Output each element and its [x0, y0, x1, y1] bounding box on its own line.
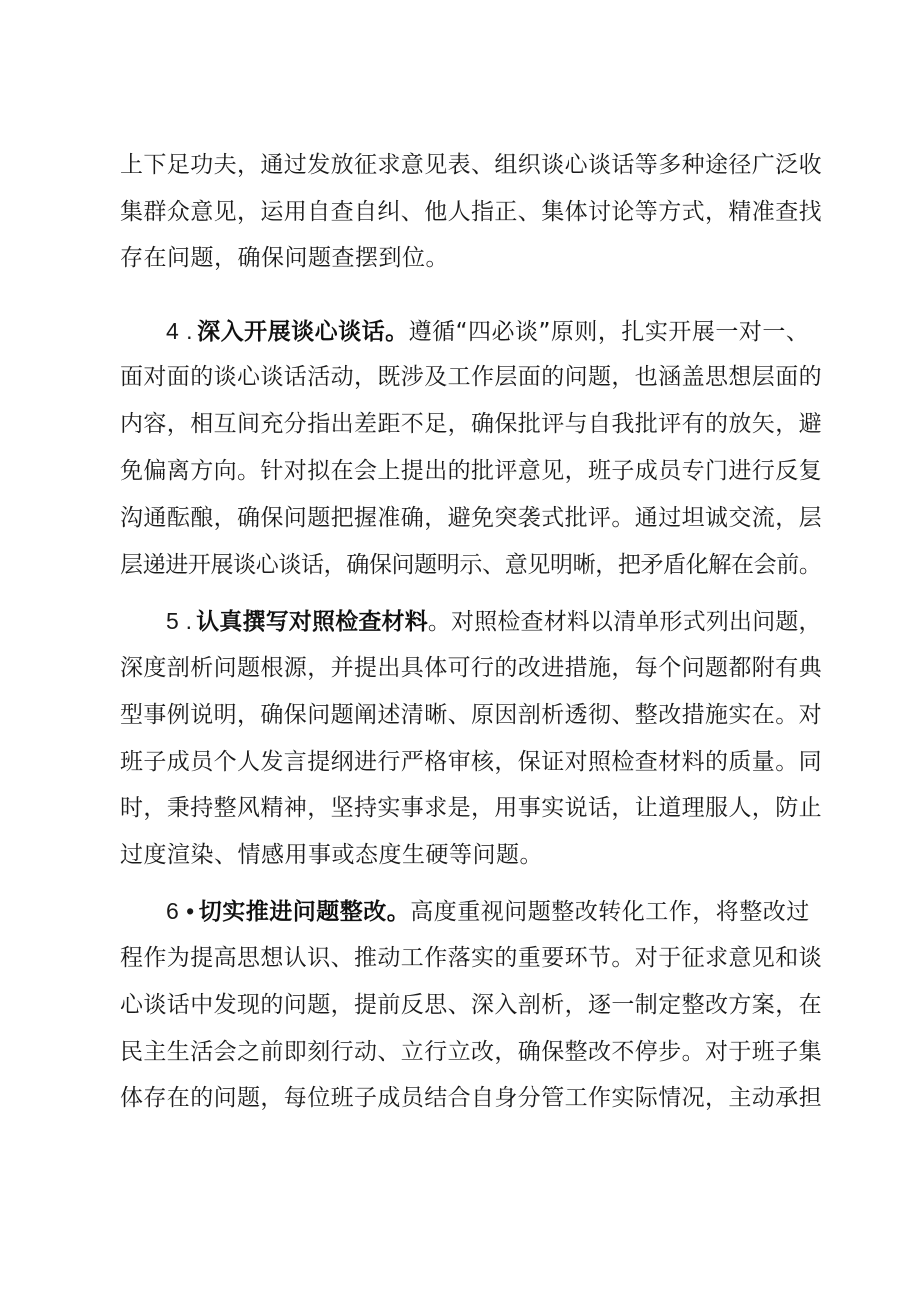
item4-heading: 深入开展谈心谈话。 [197, 319, 409, 345]
item6-line-5: 体存在的问题，每位班子成员结合自身分管工作实际情况，主动承担 [120, 1085, 822, 1111]
item5-first-line-text: 。对照检查材料以清单形式列出问题， [427, 609, 822, 635]
para1-line-3: 存在问题，确保问题查摆到位。 [120, 245, 449, 271]
para1-line-1: 上下足功夫，通过发放征求意见表、组织谈心谈话等多种途径广泛收 [120, 152, 822, 178]
item5-line-6: 过度渲染、情感用事或态度生硬等问题。 [120, 842, 543, 868]
item5-line-3: 型事例说明，确保问题阐述清晰、原因剖析透彻、整改措施实在。对 [120, 702, 822, 728]
item4-first-line [166, 311, 809, 351]
item6-line-3: 心谈话中发现的问题，提前反思、深入剖析，逐一制定整改方案，在 [120, 992, 822, 1018]
item5-heading: 认真撰写对照检查材料 [196, 609, 428, 635]
item6-line-2: 程作为提高思想认识、推动工作落实的重要环节。对于征求意见和谈 [120, 945, 822, 971]
item6-number: 6 • [166, 898, 195, 924]
item5-line-5: 时，秉持整风精神，坚持实事求是，用事实说话，让道理服人，防止 [120, 795, 822, 821]
item5-first-line [166, 601, 822, 641]
item5-number: 5 . [166, 608, 193, 634]
item4-line-6: 层递进开展谈心谈话，确保问题明示、意见明晰，把矛盾化解在会前。 [120, 552, 822, 578]
item5-line-2: 深度剖析问题根源，并提出具体可行的改进措施，每个问题都附有典 [120, 655, 822, 681]
para1-line-2: 集群众意见，运用自查自纠、他人指正、集体讨论等方式，精准查找 [120, 199, 822, 225]
item6-first-line [166, 891, 810, 931]
item4-line-2: 面对面的谈心谈话活动，既涉及工作层面的问题，也涵盖思想层面的 [120, 364, 822, 390]
item4-line-3: 内容，相互间充分指出差距不足，确保批评与自我批评有的放矢，避 [120, 411, 822, 437]
item4-number: 4 . [166, 318, 194, 344]
item6-first-line-text: 高度重视问题整改转化工作，将整改过 [410, 899, 810, 925]
item4-line-5: 沟通酝酿，确保问题把握准确，避免突袭式批评。通过坦诚交流，层 [120, 505, 822, 531]
item6-line-4: 民主生活会之前即刻行动、立行立改，确保整改不停步。对于班子集 [120, 1039, 822, 1065]
item6-heading: 切实推进问题整改。 [198, 899, 411, 925]
item5-line-4: 班子成员个人发言提纲进行严格审核，保证对照检查材料的质量。同 [120, 749, 822, 775]
item4-line-4: 免偏离方向。针对拟在会上提出的批评意见，班子成员专门进行反复 [120, 458, 822, 484]
item4-first-line-text: 遵循“四必谈”原则，扎实开展一对一、 [408, 319, 810, 345]
